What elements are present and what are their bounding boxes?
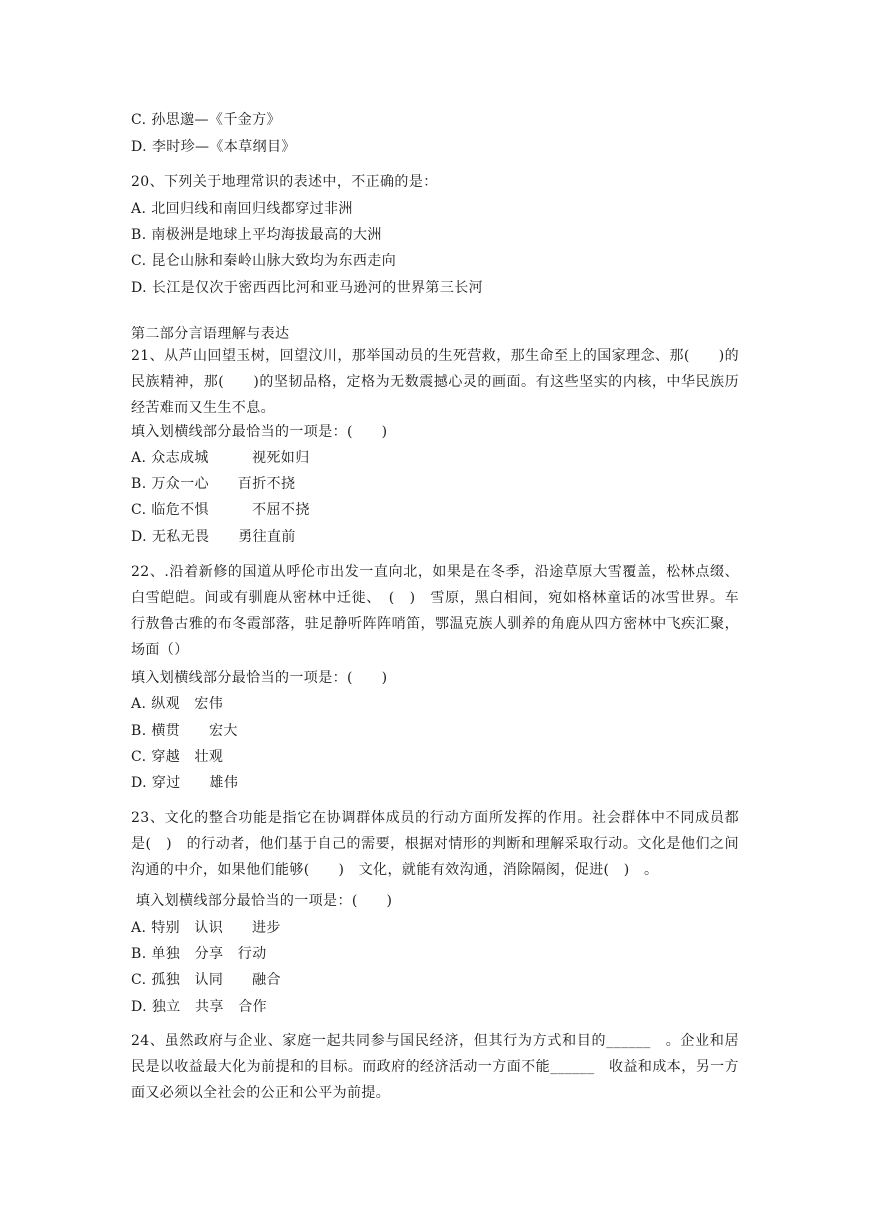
q20-option-b: B. 南极洲是地球上平均海拔最高的大洲: [131, 227, 382, 243]
q22-stem: 22、.沿着新修的国道从呼伦市出发一直向北，如果是在冬季，沿途草原大雪覆盖，松林点缀、白雪皑皑。间或有驯鹿从密林中迁徙、 ( ) 雪原，黑白相间，宛如格林童话的冰雪世界。车行敖鲁古雅的布冬霞部落，驻足静听阵阵哨笛，鄂温克族人驯养的角鹿从四方密林中飞疾汇聚，场面（）: [131, 564, 739, 658]
q22-option-d: D. 穿过 雄伟: [131, 775, 239, 791]
q23-prompt: 填入划横线部分最恰当的一项是：( ): [131, 893, 393, 909]
q20-option-a: A. 北回归线和南回归线都穿过非洲: [131, 201, 353, 217]
q23-option-c: C. 孤独 认同 融合: [131, 972, 281, 988]
q21-option-d: D. 无私无畏 勇往直前: [131, 529, 296, 545]
q22-option-b: B. 横贯 宏大: [131, 723, 238, 739]
q23-stem: 23、文化的整合功能是指它在协调群体成员的行动方面所发挥的作用。社会群体中不同成员都是( ) 的行动者，他们基于自己的需要，根据对情形的判断和理解采取行动。文化是他们之间沟通的中介，如果他们能够( ) 文化，就能有效沟通，消除隔阂，促进( ) 。: [131, 810, 739, 878]
q21-option-a: A. 众志成城 视死如归: [131, 450, 310, 466]
q20-stem: 20、下列关于地理常识的表述中，不正确的是：: [131, 174, 438, 190]
q23-option-b: B. 单独 分享 行动: [131, 946, 267, 962]
q19-option-d: D. 李时珍—《本草纲目》: [131, 139, 296, 155]
q20-option-c: C. 昆仑山脉和秦岭山脉大致均为东西走向: [131, 253, 397, 269]
q21-option-b: B. 万众一心 百折不挠: [131, 476, 296, 492]
q23-option-a: A. 特别 认识 进步: [131, 920, 281, 936]
q21-stem: 21、从芦山回望玉树，回望汶川，那举国动员的生死营救，那生命至上的国家理念、那( )的民族精神，那( )的坚韧品格，定格为无数震撼心灵的画面。有这些坚实的内核，中华民族历经苦难而又生生不息。: [131, 348, 739, 416]
q22-option-c: C. 穿越 壮观: [131, 749, 224, 765]
q20-option-d: D. 长江是仅次于密西西比河和亚马逊河的世界第三长河: [131, 280, 484, 296]
q19-option-c: C. 孙思邈—《千金方》: [131, 112, 281, 128]
section-title: 第二部分言语理解与表达: [131, 326, 290, 342]
q23-option-d: D. 独立 共享 合作: [131, 999, 268, 1015]
q21-option-c: C. 临危不惧 不屈不挠: [131, 502, 310, 518]
q22-prompt: 填入划横线部分最恰当的一项是：( ): [131, 670, 388, 686]
q21-prompt: 填入划横线部分最恰当的一项是：( ): [131, 424, 388, 440]
q24-stem: 24、虽然政府与企业、家庭一起共同参与国民经济，但其行为方式和目的______ 。企业和居民是以收益最大化为前提和的目标。而政府的经济活动一方面不能______ 收益和成本，另一方面又必须以全社会的公正和公平为前提。: [131, 1033, 739, 1101]
q22-option-a: A. 纵观 宏伟: [131, 696, 224, 712]
